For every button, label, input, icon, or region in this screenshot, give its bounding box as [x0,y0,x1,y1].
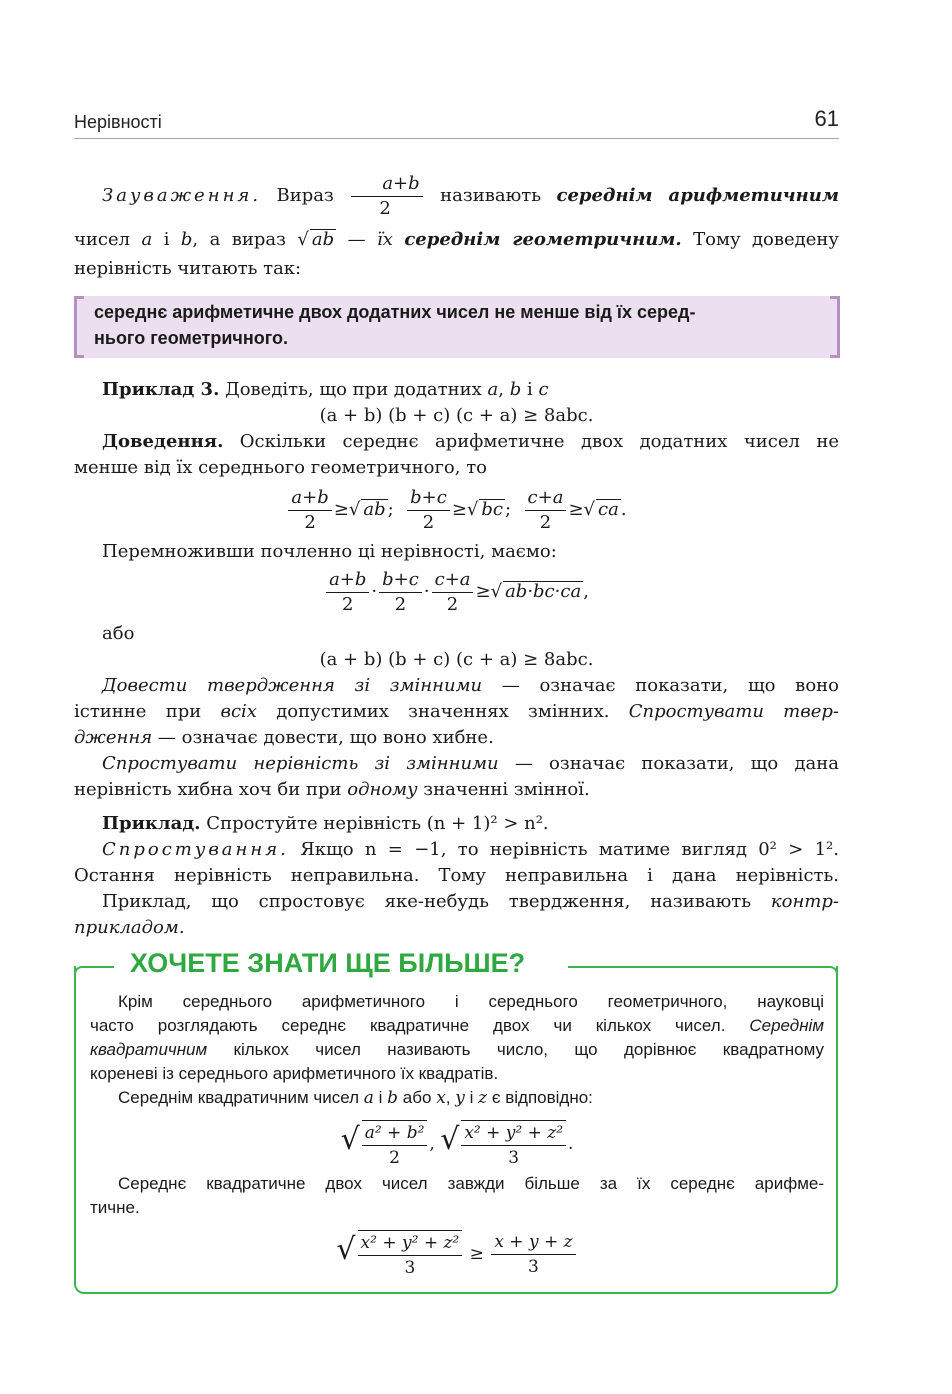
remark-label: Зауваження. [102,185,262,206]
callout-line-1: середнє арифметичне двох додатних чисел не менше від їх серед- [94,302,696,322]
rule-callout [74,296,840,358]
example-line: Приклад. Спростуйте нерівність (n + 1)² > n². [102,813,549,834]
refute-label: Спростування. [102,839,289,860]
sidebar-p2-line: Середнім квадратичним чисел a і b або x, y і z є відповідно: [118,1088,593,1108]
proof-line-1: Доведення. Оскільки середнє арифметичне двох додатних чисел не [102,431,839,452]
sidebar-p1-line-4: кореневі із середнього арифметичного їх квадратів. [90,1064,499,1083]
page-header [74,106,839,139]
bracket-right [830,296,840,358]
example-label: Приклад. [102,813,201,834]
remark-line-3: нерівність читають так: [74,258,302,279]
counter-line-2: прикладом. [74,917,185,938]
page-number: 61 [814,106,839,131]
sidebar-p3-line-1: Середнє квадратичне двох чисел завжди більше за їх середнє арифме- [118,1174,824,1193]
remark-line-1: Зауваження. Вираз $\frac{a+b}{2}$ називають середнім арифметичним [102,172,839,219]
sidebar-p1-line-1: Крім середнього арифметичного і середнього геометричного, науковці [118,992,824,1011]
term-arithmetic-mean: середнім арифметичним [556,185,839,206]
p1-line-2: істинне при всіх допустимих значеннях змінних. Спростувати твер- [74,701,839,722]
refute-line-1: Спростування. Якщо n = −1, то нерівність матиме вигляд 0² > 1². [102,839,839,860]
term-geometric-mean: середнім геометричним. [404,229,682,250]
proof-inequalities: $\frac{a+b}{2}$ ≥√ ab ; $\frac{b+c}{2}$ ≥√ bc ; $\frac{c+a}{2}$ ≥√ ca . [74,484,839,536]
proof-or: або [102,623,135,644]
remark-line-2: чисел a і b, а вираз √ ab — їх середнім геометричним. Тому доведену [74,229,839,250]
sidebar-formula-2: √ $\frac{\text{x² + y² + z²}}{3}$ ≥ $\frac{x + y + z}{3}$ [90,1222,824,1282]
proof-line-2: менше від їх середнього геометричного, то [74,457,487,478]
sidebar-formula-1: √ $\frac{\text{a² + b²}}{2}$ , √ $\frac{\text{x² + y² + z²}}{3}$ . [90,1112,824,1172]
sidebar-title: ХОЧЕТЕ ЗНАТИ ЩЕ БІЛЬШЕ? [130,948,526,978]
sidebar-p1-line-2: часто розглядають середнє квадратичне двох чи кількох чисел. Середнім [90,1016,824,1035]
proof-final: (a + b) (b + c) (c + a) ≥ 8abc. [319,649,594,670]
counter-line-1: Приклад, що спростовує яке-небудь твердження, називають контр- [102,891,839,912]
fraction-a-plus-b: $\frac{a+b}{2}$ [351,172,422,221]
sidebar-border-right [568,966,838,976]
callout-line-2: нього геометричного. [94,328,288,348]
p2-line-1: Спростувати нерівність зі змінними — означає показати, що дана [102,753,839,774]
sidebar-p1-line-3: квадратичним кількох чисел називають число, що дорівнює квадратному [90,1040,824,1059]
running-title: Нерівності [74,112,162,132]
example3-formula: (a + b) (b + c) (c + a) ≥ 8abc. [319,405,594,426]
sidebar-p3-line-2: тичне. [90,1198,140,1217]
p2-line-2: нерівність хибна хоч би при одному значенні змінної. [74,779,590,800]
bracket-left [74,296,84,358]
refute-line-2: Остання нерівність неправильна. Тому неправильна і дана нерівність. [74,865,839,886]
p1-line-1: Довести твердження зі змінними — означає показати, що воно [102,675,839,696]
example3-label: Приклад 3. [102,379,220,400]
proof-product: $\frac{a+b}{2}$ · $\frac{b+c}{2}$ · $\frac{c+a}{2}$ ≥√ ab·bc·ca , [74,566,839,618]
sidebar-border-left [74,966,114,976]
p1-line-3: дження — означає довести, що воно хибне. [74,727,494,748]
proof-label: Доведення. [102,431,224,452]
example3-line: Приклад 3. Доведіть, що при додатних a, b і c [102,379,549,400]
proof-multiply: Перемноживши почленно ці нерівності, маємо: [102,541,557,562]
sqrt-ab: ab [311,229,335,250]
